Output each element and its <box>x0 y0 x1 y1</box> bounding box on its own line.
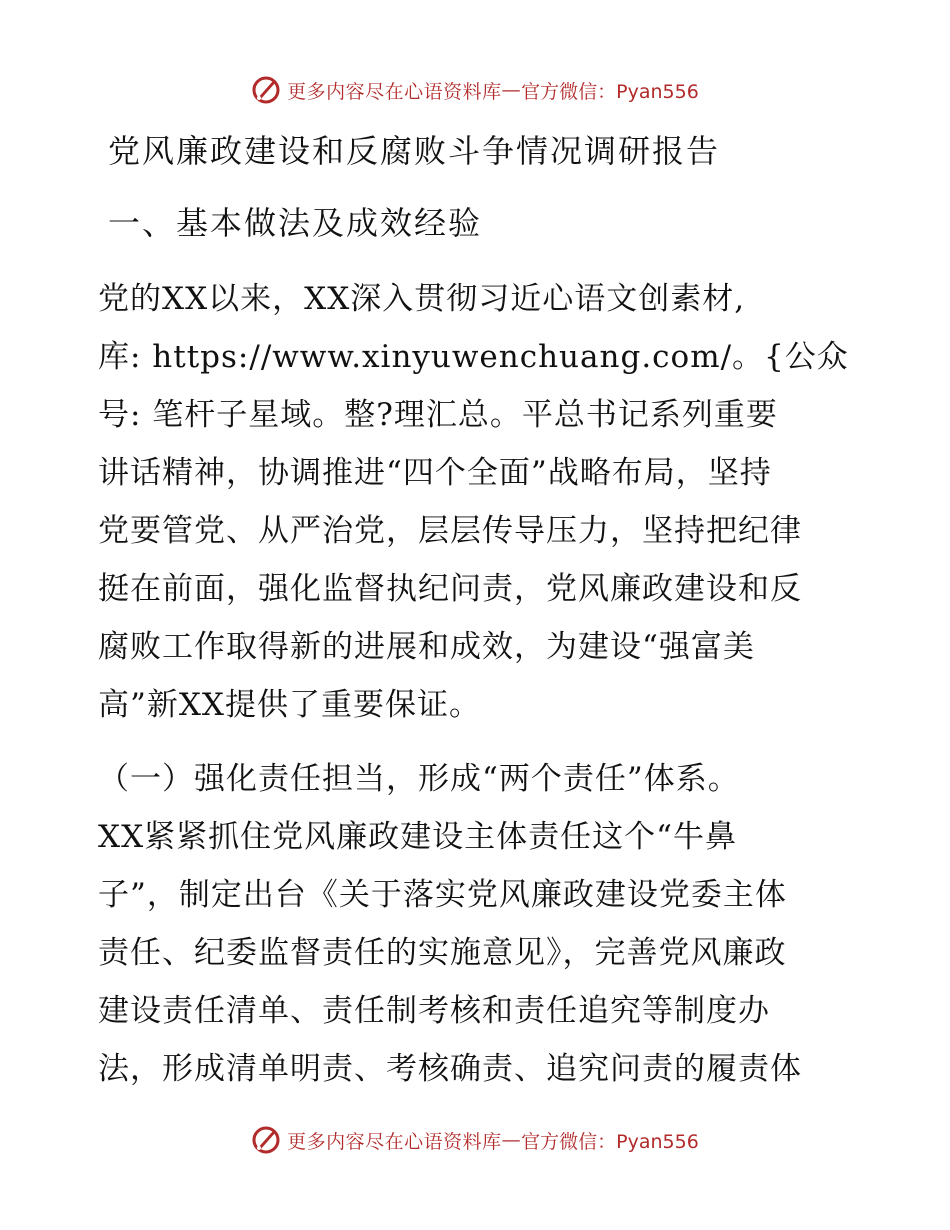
text-line: 腐败工作取得新的进展和成效，为建设“强富美 <box>98 629 755 665</box>
quill-logo-icon <box>251 1125 281 1155</box>
text-line: 号: 笔杆子星域。整?理汇总。平总书记系列重要 <box>98 397 778 433</box>
document-title: 党风廉政建设和反腐败斗争情况调研报告 <box>108 132 721 170</box>
banner-contact: 官方微信：Pyan556 <box>521 1130 699 1153</box>
text-line: 责任、纪委监督责任的实施意见》，完善党风廉政 <box>98 935 787 971</box>
quill-logo-icon <box>251 75 281 105</box>
paragraph-responsibility <box>98 750 856 1098</box>
text-line: 高”新XX提供了重要保证。 <box>98 687 481 723</box>
text-line: 挺在前面，强化监督执纪问责，党风廉政建设和反 <box>98 571 802 607</box>
section-heading: 一、基本做法及成效经验 <box>108 204 483 242</box>
banner-text: 更多内容尽在心语资料库 <box>287 80 502 103</box>
text-line: 建设责任清单、责任制考核和责任追究等制度办 <box>98 993 770 1029</box>
header-watermark-banner <box>0 70 950 110</box>
text-line: 子”，制定出台《关于落实党风廉政建设党委主体 <box>98 877 787 913</box>
banner-contact: 官方微信：Pyan556 <box>521 80 699 103</box>
text-line: 讲话精神，协调推进“四个全面”战略布局，坚持 <box>98 455 772 491</box>
paragraph-intro <box>98 270 856 734</box>
footer-watermark-banner <box>0 1120 950 1160</box>
banner-text: 更多内容尽在心语资料库 <box>287 1130 502 1153</box>
banner-dash: — <box>501 1129 522 1151</box>
text-line: 党要管党、从严治党，层层传导压力，坚持把纪律 <box>98 513 802 549</box>
text-line: 法，形成清单明责、考核确责、追究问责的履责体 <box>98 1051 802 1087</box>
text-line: XX紧紧抓住党风廉政建设主体责任这个“牛鼻 <box>98 819 737 855</box>
text-line: （一）强化责任担当，形成“两个责任”体系。 <box>98 761 740 797</box>
text-line: 党的XX以来，XX深入贯彻习近心语文创素材, <box>98 281 746 317</box>
text-line: 库: https://www.xinyuwenchuang.com/。{公众 <box>98 339 849 375</box>
banner-dash: — <box>501 79 522 101</box>
